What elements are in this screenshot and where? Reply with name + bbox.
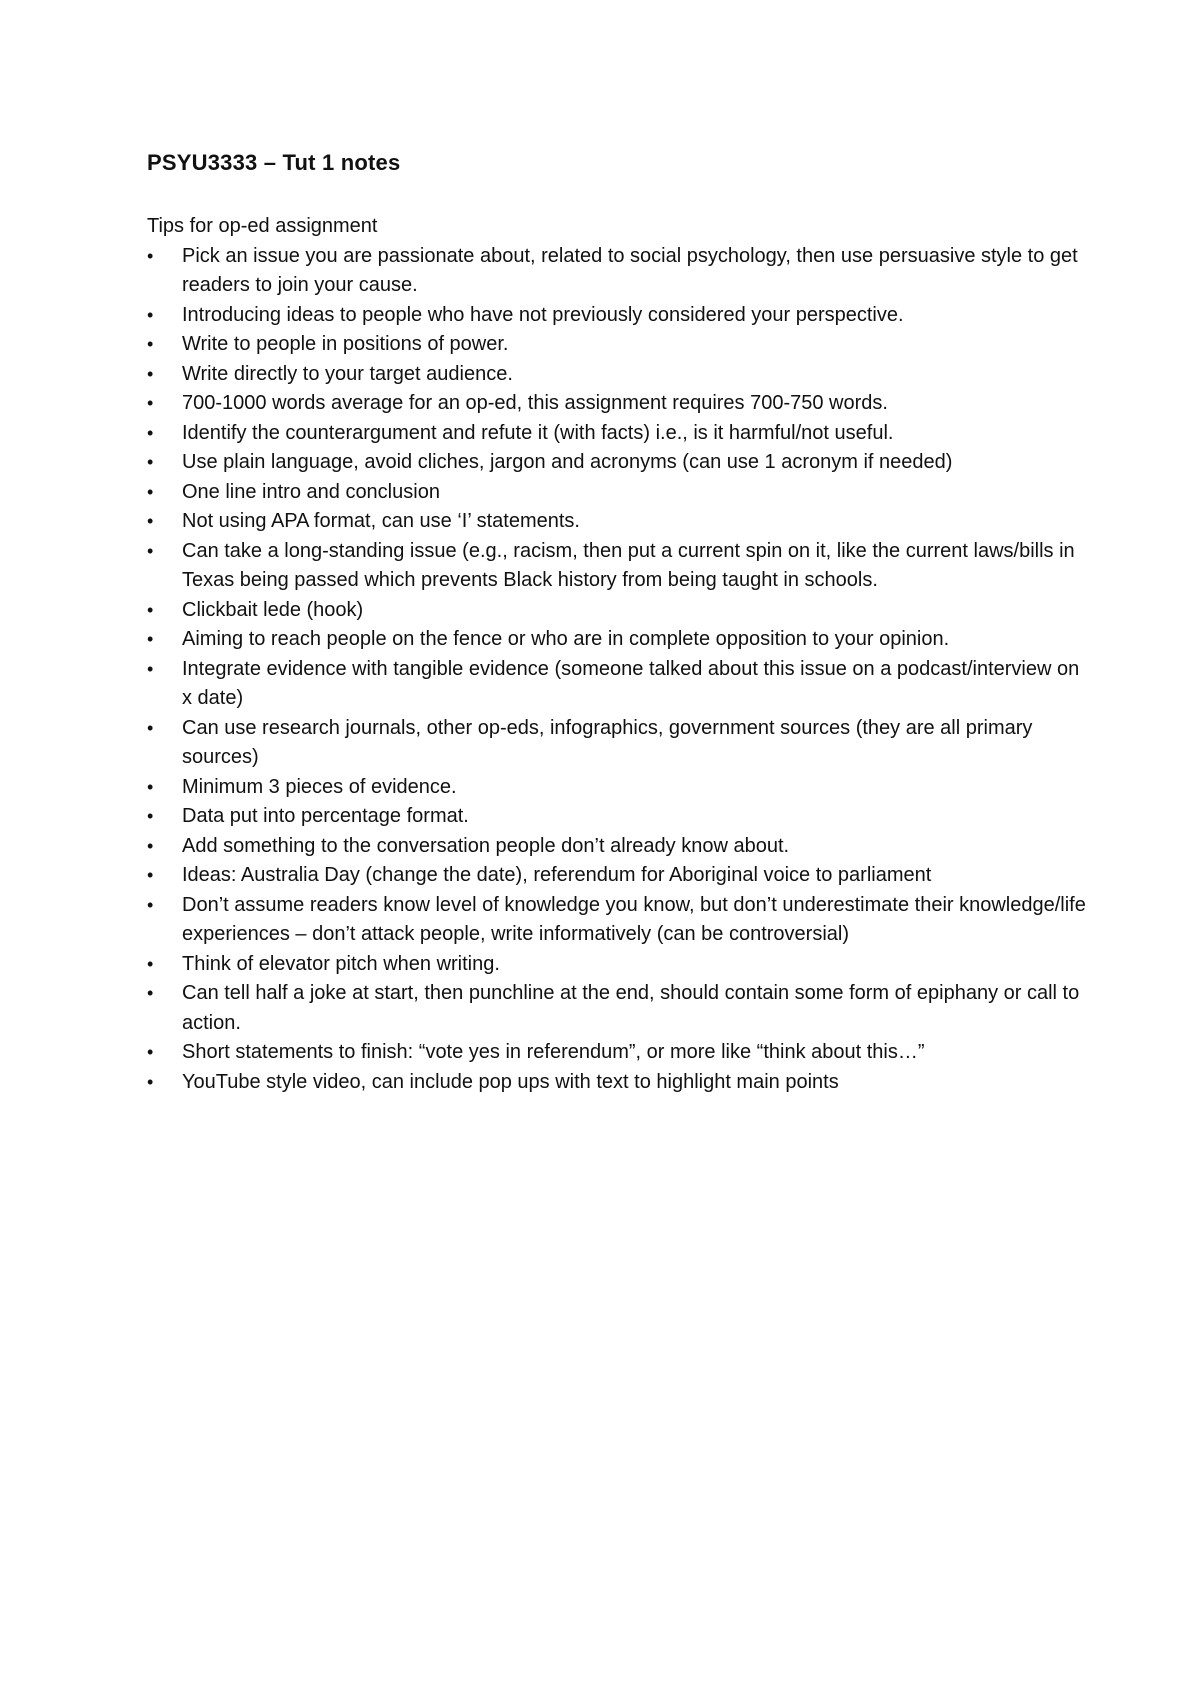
document-content	[147, 146, 1087, 1097]
list-item	[147, 419, 1087, 449]
list-item-text: Write directly to your target audience.	[182, 362, 513, 385]
page-title: PSYU3333 – Tut 1 notes	[147, 150, 401, 175]
list-item	[147, 242, 1087, 301]
bullet-icon: •	[147, 894, 154, 915]
list-item	[147, 1038, 1087, 1068]
list-item-text: Can tell half a joke at start, then punchline at the end, should contain some form of epiphany or call to action.	[182, 982, 1080, 1034]
list-item	[147, 360, 1087, 390]
list-item	[147, 625, 1087, 655]
list-item-text: Minimum 3 pieces of evidence.	[182, 775, 457, 798]
list-item-text: YouTube style video, can include pop ups with text to highlight main points	[182, 1070, 839, 1093]
list-item	[147, 448, 1087, 478]
list-item	[147, 301, 1087, 331]
list-item	[147, 389, 1087, 419]
list-item-text: Add something to the conversation people don’t already know about.	[182, 834, 790, 857]
bullet-icon: •	[147, 865, 154, 885]
bullet-icon: •	[147, 658, 154, 679]
list-item	[147, 861, 1087, 891]
bullet-icon: •	[147, 835, 154, 856]
list-item-text: Data put into percentage format.	[182, 805, 469, 827]
list-item	[147, 979, 1087, 1038]
list-item	[147, 714, 1087, 773]
list-item	[147, 832, 1087, 862]
bullet-icon: •	[147, 776, 154, 797]
bullet-icon: •	[147, 717, 154, 738]
list-item-text: Pick an issue you are passionate about, related to social psychology, then use persuasive style to get readers to join your cause.	[182, 244, 1078, 296]
section-heading: Tips for op-ed assignment	[147, 215, 378, 237]
list-item	[147, 891, 1087, 950]
list-item	[147, 478, 1087, 508]
list-item-text: Short statements to finish: “vote yes in referendum”, or more like “think about this…”	[182, 1041, 925, 1063]
bullet-icon: •	[147, 304, 154, 325]
list-item-text: Don’t assume readers know level of knowledge you know, but don’t underestimate their knowledge/life experiences – don’t attack people, write informatively (can be controversial)	[182, 893, 1086, 945]
bullet-icon: •	[147, 334, 154, 354]
list-item-text: Ideas: Australia Day (change the date), referendum for Aboriginal voice to parliament	[182, 864, 932, 886]
list-item-text: One line intro and conclusion	[182, 480, 440, 503]
list-item	[147, 950, 1087, 980]
list-item	[147, 507, 1087, 537]
list-item-text: Write to people in positions of power.	[182, 333, 509, 355]
bullet-icon: •	[147, 393, 154, 413]
bullet-icon: •	[147, 511, 154, 531]
list-item-text: Can take a long-standing issue (e.g., racism, then put a current spin on it, like the current laws/bills in Texas being passed which prevents Black history from being taught in schools.	[182, 539, 1075, 591]
list-item	[147, 1068, 1087, 1098]
bullet-icon: •	[147, 599, 154, 620]
bullet-icon: •	[147, 629, 154, 649]
list-item	[147, 330, 1087, 360]
bullet-icon: •	[147, 452, 154, 472]
list-item	[147, 802, 1087, 832]
tips-list	[147, 242, 1087, 1098]
list-item	[147, 655, 1087, 714]
list-item-text: Think of elevator pitch when writing.	[182, 952, 500, 975]
list-item-text: Aiming to reach people on the fence or who are in complete opposition to your opinion.	[182, 628, 950, 650]
list-item-text: Not using APA format, can use ‘I’ statements.	[182, 510, 580, 532]
list-item-text: Use plain language, avoid cliches, jargon and acronyms (can use 1 acronym if needed)	[182, 451, 953, 473]
list-item-text: Introducing ideas to people who have not previously considered your perspective.	[182, 303, 904, 326]
bullet-icon: •	[147, 953, 154, 974]
bullet-icon: •	[147, 806, 154, 826]
bullet-icon: •	[147, 245, 154, 266]
list-item-text: 700-1000 words average for an op-ed, this assignment requires 700-750 words.	[182, 392, 888, 414]
bullet-icon: •	[147, 540, 154, 561]
bullet-icon: •	[147, 363, 154, 384]
list-item-text: Can use research journals, other op-eds, infographics, government sources (they are all primary sources)	[182, 716, 1033, 768]
bullet-icon: •	[147, 422, 154, 443]
list-item-text: Clickbait lede (hook)	[182, 598, 364, 621]
bullet-icon: •	[147, 983, 154, 1003]
list-item	[147, 537, 1087, 596]
bullet-icon: •	[147, 1042, 154, 1062]
bullet-icon: •	[147, 1071, 154, 1092]
list-item-text: Integrate evidence with tangible evidence (someone talked about this issue on a podcast/interview on x date)	[182, 657, 1080, 709]
list-item-text: Identify the counterargument and refute it (with facts) i.e., is it harmful/not useful.	[182, 421, 894, 444]
bullet-icon: •	[147, 481, 154, 502]
list-item	[147, 596, 1087, 626]
list-item	[147, 773, 1087, 803]
